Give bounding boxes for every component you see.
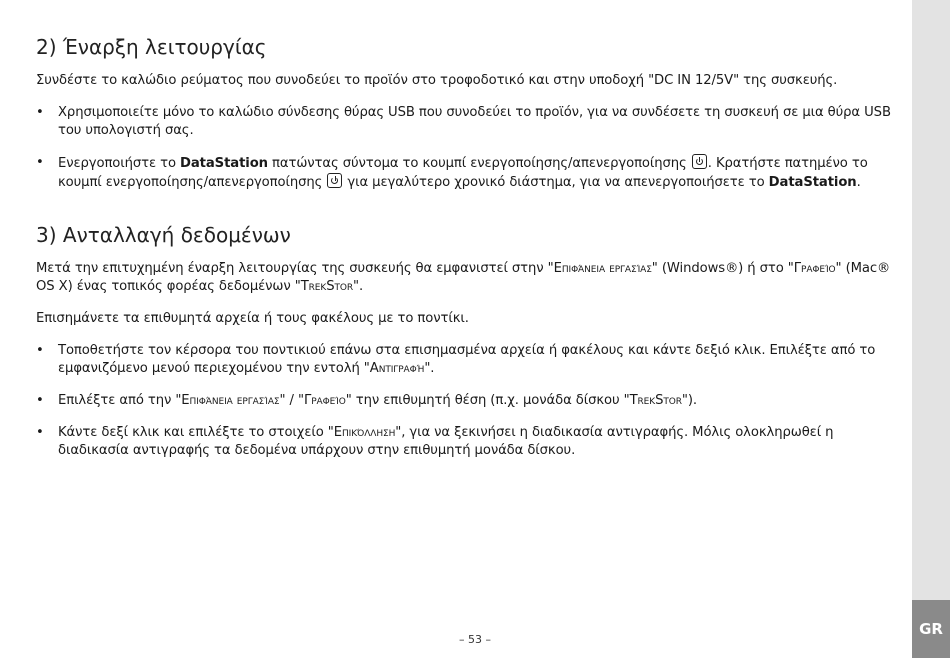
document-content [36, 34, 902, 474]
side-margin-bar [912, 0, 950, 658]
power-button-icon [692, 154, 707, 169]
paragraph-power-cable: Συνδέστε το καλώδιο ρεύματος που συνοδεύει το προϊόν στο τροφοδοτικό και στην υποδοχή "DC IN 12/5V" της συσκευής. [36, 73, 838, 88]
bullet-dot: • [36, 155, 44, 170]
page-number: – 53 – [459, 633, 491, 646]
paragraph-select-files: Επισημάνετε τα επιθυμητά αρχεία ή τους φακέλους με το ποντίκι. [36, 311, 469, 326]
power-button-icon [327, 173, 342, 188]
bullet-usb-cable [36, 104, 902, 140]
bullet-copy: • Τοποθετήστε τον κέρσορα του ποντικιού επάνω στα επισημασμένα αρχεία ή φακέλους και κάντε δεξιό κλικ. Επιλέξτε από το εμφανιζόμενο μενού περιεχομένου την εντολή "Αντιγραφή". [36, 343, 876, 376]
bullet-dot: • [36, 105, 44, 120]
bullet-paste: • Κάντε δεξί κλικ και επιλέξτε το στοιχείο "Επικόλληση", για να ξεκινήσει η διαδικασία αντιγραφής. Μόλις ολοκληρωθεί η διαδικασία αντιγραφής τα δεδομένα υπάρχουν στην επιθυμητή μονάδα δίσκου. [36, 425, 834, 458]
language-tab: GR [912, 600, 950, 658]
paragraph-desktop-drive: Μετά την επιτυχημένη έναρξη λειτουργίας της συσκευής θα εμφανιστεί στην "Επιφάνεια εργασίας" (Windows®) ή στο "Γραφείο" (Mac® OS X) ένας τοπικός φορέας δεδομένων "TrekStor". [36, 261, 891, 294]
bullet-power-on: • Ενεργοποιήστε το DataStation πατώντας σύντομα το κουμπί ενεργοποίησης/απενεργοποίησης . Κρατήστε πατημένο το κουμπί ενεργοποίησης/απενεργοποίησης για μεγαλύτερο χρονικό διάστημα, για να απενεργοποιήσετε το DataStation. [36, 155, 868, 190]
bullet-dot: • [36, 343, 44, 358]
bullet-dot: • [36, 393, 44, 408]
bullet-dot: • [36, 425, 44, 440]
product-name: DataStation [180, 156, 268, 171]
section-title-start: 2) Έναρξη λειτουργίας [36, 35, 267, 59]
section-title-exchange: 3) Ανταλλαγή δεδομένων [36, 223, 291, 247]
bullet-text: Χρησιμοποιείτε μόνο το καλώδιο σύνδεσης θύρας USB που συνοδεύει το προϊόν, για να συνδέσετε τη συσκευή σε μια θύρα USB του υπολογιστή σας. [58, 105, 891, 138]
product-name: DataStation [768, 175, 857, 190]
bullet-target-location: • Επιλέξτε από την "Επιφάνεια εργασίας" / "Γραφείο" την επιθυμητή θέση (π.χ. μονάδα δίσκου "TrekStor"). [36, 393, 697, 408]
